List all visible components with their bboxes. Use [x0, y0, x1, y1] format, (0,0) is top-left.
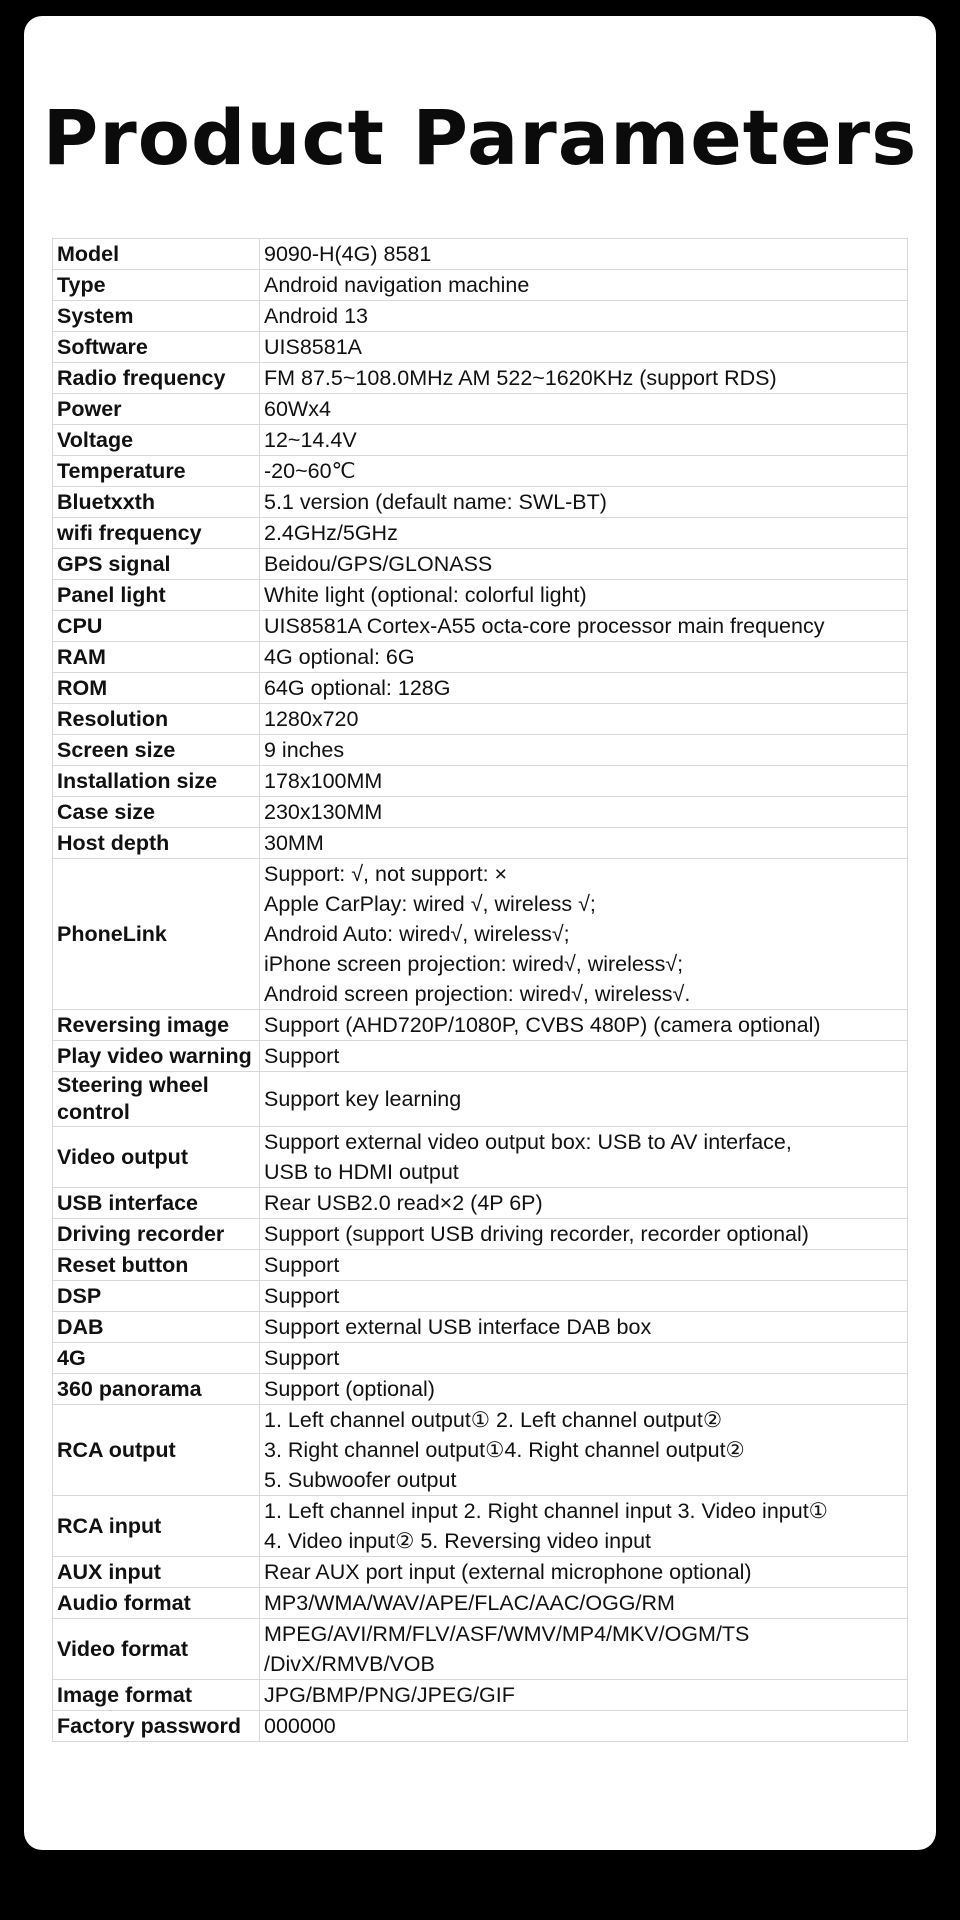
table-row: [53, 1711, 908, 1742]
table-row: [53, 766, 908, 797]
parameter-value: 9 inches: [260, 735, 908, 766]
parameter-value: 64G optional: 128G: [260, 673, 908, 704]
parameters-card: [24, 16, 936, 1850]
table-row: [53, 1588, 908, 1619]
table-row: [53, 735, 908, 766]
table-row: [53, 1281, 908, 1312]
table-row: [53, 1496, 908, 1557]
parameter-label: Voltage: [53, 425, 260, 456]
parameter-value: Beidou/GPS/GLONASS: [260, 549, 908, 580]
parameter-value: White light (optional: colorful light): [260, 580, 908, 611]
parameter-label: Video output: [53, 1127, 260, 1188]
table-row: [53, 704, 908, 735]
table-row: [53, 1374, 908, 1405]
page-title: Product Parameters: [42, 93, 918, 182]
parameter-label: USB interface: [53, 1188, 260, 1219]
parameter-value: 000000: [260, 1711, 908, 1742]
parameter-value: MP3/WMA/WAV/APE/FLAC/AAC/OGG/RM: [260, 1588, 908, 1619]
table-row: [53, 1219, 908, 1250]
parameter-value: FM 87.5~108.0MHz AM 522~1620KHz (support RDS): [260, 363, 908, 394]
table-row: [53, 487, 908, 518]
parameter-label: RAM: [53, 642, 260, 673]
parameter-value: Support: [260, 1343, 908, 1374]
parameter-label: CPU: [53, 611, 260, 642]
parameter-value: Support: √, not support: × Apple CarPlay: wired √, wireless √; Android Auto: wired√, wireless√; iPhone screen projection: wired√, wireless√; Android screen projection: wired√, wireless√.: [260, 859, 908, 1010]
parameter-label: 4G: [53, 1343, 260, 1374]
table-row: [53, 1127, 908, 1188]
parameter-value: MPEG/AVI/RM/FLV/ASF/WMV/MP4/MKV/OGM/TS /DivX/RMVB/VOB: [260, 1619, 908, 1680]
parameter-label: Case size: [53, 797, 260, 828]
table-row: [53, 580, 908, 611]
parameter-label: Panel light: [53, 580, 260, 611]
table-row: [53, 456, 908, 487]
table-row: [53, 828, 908, 859]
parameter-label: AUX input: [53, 1557, 260, 1588]
parameter-value: 12~14.4V: [260, 425, 908, 456]
parameter-label: Audio format: [53, 1588, 260, 1619]
parameter-label: Reset button: [53, 1250, 260, 1281]
parameter-value: UIS8581A: [260, 332, 908, 363]
parameter-value: 9090-H(4G) 8581: [260, 239, 908, 270]
table-row: [53, 642, 908, 673]
parameter-value: Support (optional): [260, 1374, 908, 1405]
parameter-label: Screen size: [53, 735, 260, 766]
parameter-value: 1280x720: [260, 704, 908, 735]
parameter-value: Support: [260, 1250, 908, 1281]
table-row: [53, 1072, 908, 1127]
table-row: [53, 1312, 908, 1343]
parameter-label: Software: [53, 332, 260, 363]
table-row: [53, 239, 908, 270]
parameter-value: Support (support USB driving recorder, recorder optional): [260, 1219, 908, 1250]
parameter-label: Power: [53, 394, 260, 425]
table-row: [53, 1010, 908, 1041]
parameter-value: UIS8581A Cortex-A55 octa-core processor main frequency: [260, 611, 908, 642]
table-row: [53, 1619, 908, 1680]
table-row: [53, 549, 908, 580]
parameter-value: 2.4GHz/5GHz: [260, 518, 908, 549]
parameter-value: Support external USB interface DAB box: [260, 1312, 908, 1343]
parameter-label: Type: [53, 270, 260, 301]
parameter-label: RCA output: [53, 1405, 260, 1496]
parameter-label: 360 panorama: [53, 1374, 260, 1405]
parameter-label: wifi frequency: [53, 518, 260, 549]
table-row: [53, 1041, 908, 1072]
parameter-label: Bluetxxth: [53, 487, 260, 518]
table-row: [53, 1250, 908, 1281]
parameter-label: Driving recorder: [53, 1219, 260, 1250]
parameter-value: Support: [260, 1281, 908, 1312]
parameter-label: Factory password: [53, 1711, 260, 1742]
table-row: [53, 301, 908, 332]
parameter-value: 178x100MM: [260, 766, 908, 797]
parameter-label: RCA input: [53, 1496, 260, 1557]
parameters-table: [52, 238, 908, 1742]
parameters-table-body: [53, 239, 908, 1742]
parameter-value: Android navigation machine: [260, 270, 908, 301]
parameter-label: Model: [53, 239, 260, 270]
parameter-value: -20~60℃: [260, 456, 908, 487]
parameter-value: Android 13: [260, 301, 908, 332]
parameter-label: GPS signal: [53, 549, 260, 580]
parameter-value: 30MM: [260, 828, 908, 859]
parameter-value: Support: [260, 1041, 908, 1072]
parameter-label: Installation size: [53, 766, 260, 797]
table-row: [53, 270, 908, 301]
parameter-value: 230x130MM: [260, 797, 908, 828]
table-row: [53, 332, 908, 363]
table-row: [53, 797, 908, 828]
table-row: [53, 1405, 908, 1496]
parameter-label: System: [53, 301, 260, 332]
parameter-label: Resolution: [53, 704, 260, 735]
parameter-value: Support key learning: [260, 1072, 908, 1127]
parameter-label: PhoneLink: [53, 859, 260, 1010]
parameter-label: DAB: [53, 1312, 260, 1343]
table-row: [53, 1680, 908, 1711]
parameter-value: Support (AHD720P/1080P, CVBS 480P) (camera optional): [260, 1010, 908, 1041]
table-row: [53, 1557, 908, 1588]
table-row: [53, 859, 908, 1010]
parameter-label: Steering wheel control: [53, 1072, 260, 1127]
parameter-value: JPG/BMP/PNG/JPEG/GIF: [260, 1680, 908, 1711]
parameter-label: Reversing image: [53, 1010, 260, 1041]
parameter-value: Support external video output box: USB to AV interface, USB to HDMI output: [260, 1127, 908, 1188]
parameter-value: 5.1 version (default name: SWL-BT): [260, 487, 908, 518]
parameter-value: 4G optional: 6G: [260, 642, 908, 673]
parameter-label: Host depth: [53, 828, 260, 859]
parameter-value: 1. Left channel input 2. Right channel input 3. Video input① 4. Video input② 5. Reversing video input: [260, 1496, 908, 1557]
parameter-label: Image format: [53, 1680, 260, 1711]
table-row: [53, 425, 908, 456]
parameter-value: Rear AUX port input (external microphone optional): [260, 1557, 908, 1588]
parameter-label: Temperature: [53, 456, 260, 487]
parameter-value: Rear USB2.0 read×2 (4P 6P): [260, 1188, 908, 1219]
parameter-label: Play video warning: [53, 1041, 260, 1072]
table-row: [53, 673, 908, 704]
table-row: [53, 1343, 908, 1374]
parameter-label: Radio frequency: [53, 363, 260, 394]
parameter-label: ROM: [53, 673, 260, 704]
table-row: [53, 363, 908, 394]
parameter-label: Video format: [53, 1619, 260, 1680]
table-row: [53, 518, 908, 549]
parameter-value: 60Wx4: [260, 394, 908, 425]
table-row: [53, 394, 908, 425]
table-row: [53, 611, 908, 642]
table-row: [53, 1188, 908, 1219]
parameter-label: DSP: [53, 1281, 260, 1312]
parameter-value: 1. Left channel output① 2. Left channel output② 3. Right channel output①4. Right channel output② 5. Subwoofer output: [260, 1405, 908, 1496]
